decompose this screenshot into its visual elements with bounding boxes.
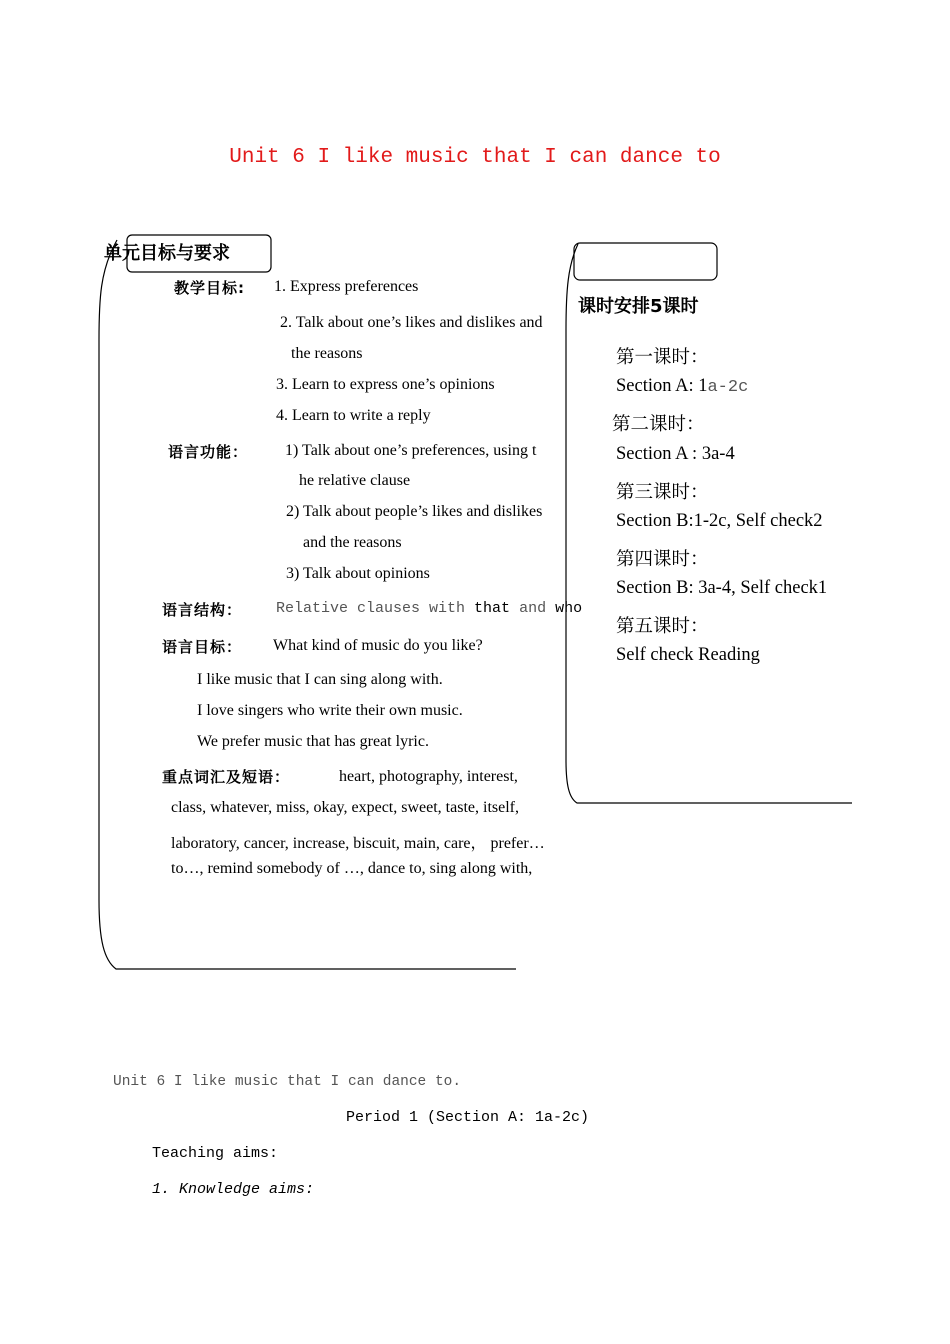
teaching-goal-item: 3. Learn to express one’s opinions <box>276 376 495 393</box>
period-label: 第五课时： <box>616 617 709 637</box>
period-label: 第二课时： <box>612 415 705 435</box>
period-content: Section B: 3a-4, Self check1 <box>616 578 828 598</box>
language-functions-label: 语言功能： <box>168 443 249 461</box>
unit-line: Unit 6 I like music that I can dance to. <box>113 1074 462 1090</box>
unit-goals-header: 单元目标与要求 <box>104 243 230 264</box>
teaching-aims-heading: Teaching aims: <box>152 1145 279 1162</box>
teaching-goals-label: 教学目标: <box>174 279 245 297</box>
period-content: Section A : 3a-4 <box>616 444 735 464</box>
teaching-goal-item: 2. Talk about one’s likes and dislikes and <box>280 314 543 331</box>
language-function-item: 2) Talk about people’s likes and dislikes <box>286 503 543 520</box>
language-goal-item: We prefer music that has great lyric. <box>197 733 429 750</box>
key-vocab-line: laboratory, cancer, increase, biscuit, main, care， prefer… <box>171 835 545 852</box>
language-goals-label: 语言目标： <box>162 638 243 656</box>
language-goal-item: I like music that I can sing along with. <box>197 671 443 688</box>
period-content: Section A: 1a-2c <box>616 376 749 397</box>
language-function-item: 1) Talk about one’s preferences, using t <box>285 442 537 459</box>
period-label: 第一课时： <box>616 348 709 368</box>
key-vocab-label: 重点词汇及短语： <box>162 768 291 786</box>
key-vocab-line: heart, photography, interest, <box>339 768 518 785</box>
knowledge-aims-heading: 1. Knowledge aims: <box>152 1181 315 1198</box>
language-structure-text: Relative clauses with that and who <box>276 600 583 617</box>
period-label: 第三课时： <box>616 483 709 503</box>
teaching-goal-item: the reasons <box>291 345 363 362</box>
language-function-item: 3) Talk about opinions <box>286 565 430 582</box>
teaching-goal-item: 4. Learn to write a reply <box>276 407 431 424</box>
period-content: Section B:1-2c, Self check2 <box>616 511 823 531</box>
period-content: Self check Reading <box>616 645 760 665</box>
language-structure-label: 语言结构： <box>162 601 243 619</box>
page-title: Unit 6 I like music that I can dance to <box>229 146 721 169</box>
period-label: 第四课时： <box>616 550 709 570</box>
language-goal-item: I love singers who write their own music. <box>197 702 463 719</box>
schedule-header: 课时安排5课时 <box>578 296 699 317</box>
period-heading: Period 1 (Section A: 1a-2c) <box>345 1109 590 1126</box>
language-goal-item: What kind of music do you like? <box>273 637 483 654</box>
key-vocab-line: class, whatever, miss, okay, expect, sweet, taste, itself, <box>171 799 519 816</box>
language-function-item: and the reasons <box>303 534 402 551</box>
key-vocab-line: to…, remind somebody of …, dance to, sing along with, <box>171 860 533 877</box>
teaching-goal-item: 1. Express preferences <box>274 278 419 295</box>
language-function-item: he relative clause <box>299 472 411 489</box>
